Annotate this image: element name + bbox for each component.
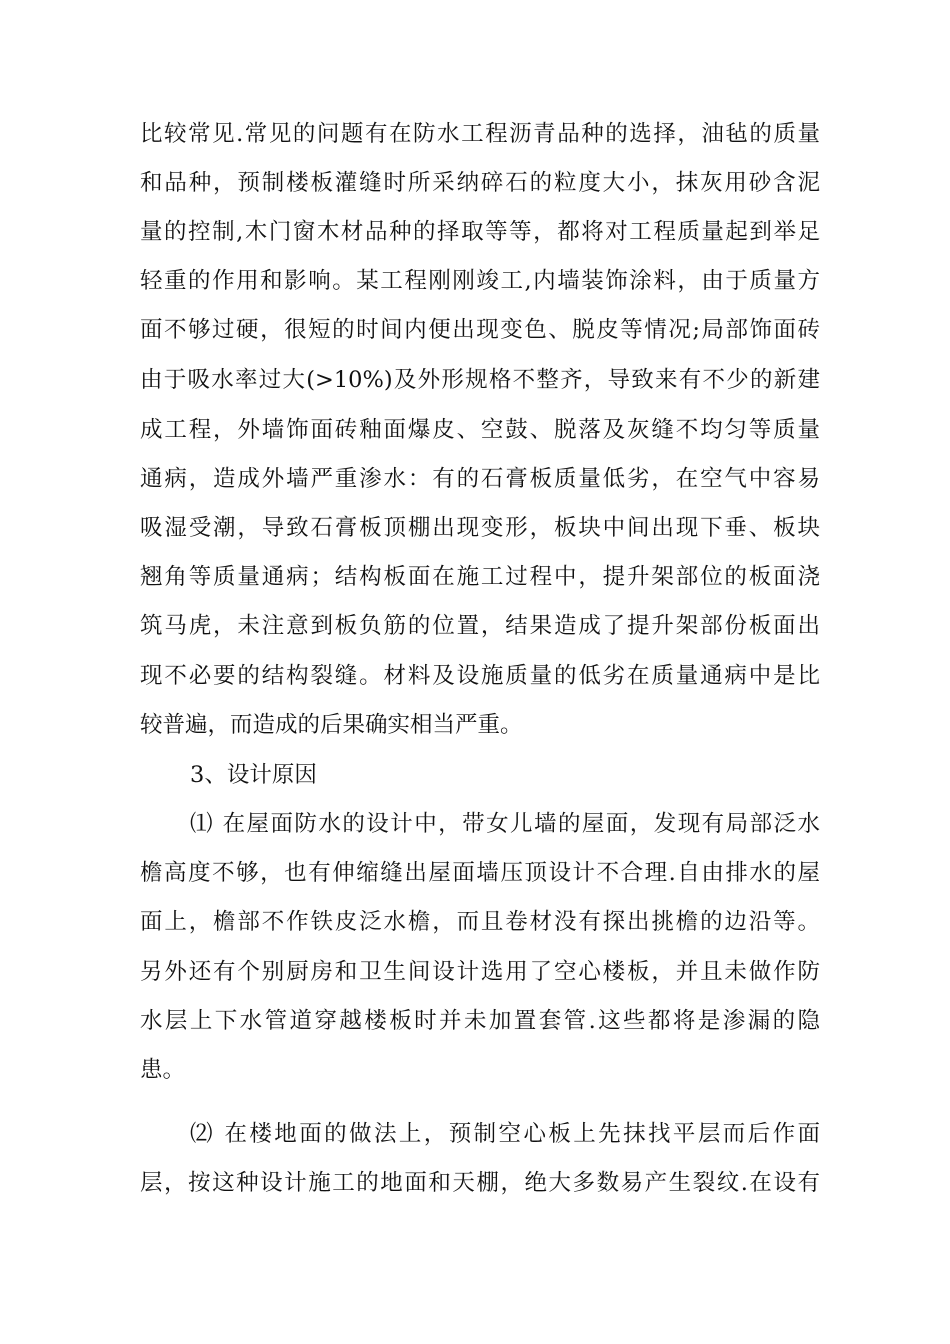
text-line: 量的控制,木门窗木材品种的择取等等，都将对工程质量起到举足 (140, 219, 820, 245)
text-line: 筑马虎，未注意到板负筋的位置，结果造成了提升架部份板面出 (140, 613, 820, 639)
text-line: 水层上下水管道穿越楼板时并未加置套管.这些都将是渗漏的隐 (140, 1008, 820, 1034)
text-line: ⑵ 在楼地面的做法上，预制空心板上先抹找平层而后作面 (190, 1121, 820, 1147)
text-line: 比较常见.常见的问题有在防水工程沥青品种的选择，油毡的质量 (140, 121, 820, 147)
text-line: 檐高度不够，也有伸缩缝出屋面墙压顶设计不合理.自由排水的屋 (140, 860, 820, 886)
text-line: 成工程，外墙饰面砖釉面爆皮、空鼓、脱落及灰缝不均匀等质量 (140, 417, 820, 443)
text-line: 和品种，预制楼板灌缝时所采纳碎石的粒度大小，抹灰用砂含泥 (140, 170, 820, 196)
text-line: 患。 (140, 1057, 186, 1083)
text-line: 面上，檐部不作铁皮泛水檐，而且卷材没有探出挑檐的边沿等。 (140, 909, 820, 935)
text-line: 面不够过硬，很短的时间内便出现变色、脱皮等情况;局部饰面砖 (140, 317, 820, 343)
text-line: 现不必要的结构裂缝。材料及设施质量的低劣在质量通病中是比 (140, 663, 820, 689)
text-line: 另外还有个别厨房和卫生间设计选用了空心楼板，并且未做作防 (140, 959, 820, 985)
text-line: 轻重的作用和影响。某工程刚刚竣工,内墙装饰涂料，由于质量方 (140, 268, 820, 294)
text-line: 翘角等质量通病；结构板面在施工过程中，提升架部位的板面浇 (140, 564, 820, 590)
text-line: 较普遍，而造成的后果确实相当严重。 (140, 712, 523, 738)
text-line: 由于吸水率过大(>10%)及外形规格不整齐，导致来有不少的新建 (140, 367, 820, 393)
text-line: 通病，造成外墙严重渗水：有的石膏板质量低劣，在空气中容易 (140, 466, 820, 492)
text-line: ⑴ 在屋面防水的设计中，带女儿墙的屋面，发现有局部泛水 (190, 811, 820, 837)
section-heading: 3、设计原因 (190, 762, 317, 788)
text-line: 层，按这种设计施工的地面和天棚，绝大多数易产生裂纹.在设有 (140, 1170, 820, 1196)
text-line: 吸湿受潮，导致石膏板顶棚出现变形，板块中间出现下垂、板块 (140, 515, 820, 541)
